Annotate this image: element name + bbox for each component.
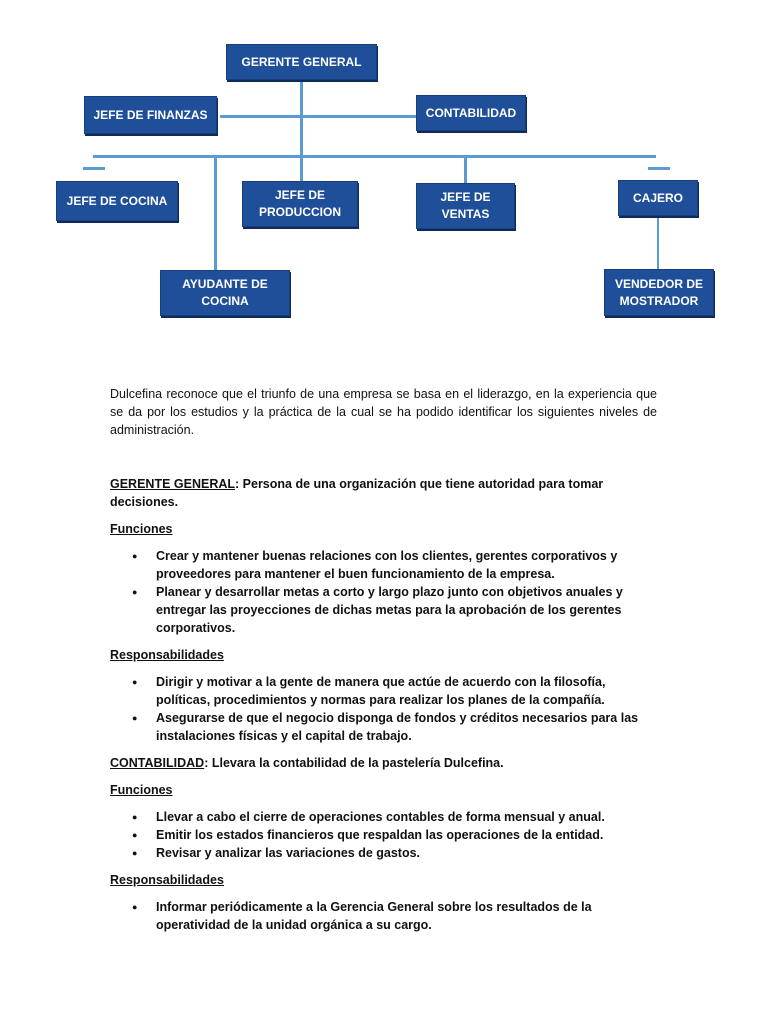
connector-stub-right [648, 167, 670, 170]
box-label: CONTABILIDAD [425, 105, 517, 120]
box-jefe-finanzas [84, 96, 217, 134]
contabilidad-funciones-label: Funciones [110, 783, 173, 797]
gerente-funciones-label: Funciones [110, 522, 173, 536]
contabilidad-definition-text: : Llevara la contabilidad de la pastelería Dulcefina. [204, 756, 504, 770]
box-label: VENDEDOR DE MOSTRADOR [614, 276, 703, 308]
box-jefe-cocina [56, 181, 178, 221]
box-gerente-general [226, 44, 377, 80]
box-jefe-ventas [416, 183, 515, 229]
gerente-definition-text: : Persona de una organización que tiene autoridad para tomar decisiones. [110, 477, 604, 509]
box-cajero [618, 180, 698, 216]
connector-horizontal-main [93, 155, 656, 158]
list-item: ● Revisar y analizar las variaciones de gastos. [156, 844, 657, 862]
box-label: JEFE DE PRODUCCION [258, 188, 341, 219]
gerente-responsabilidades-label: Responsabilidades [110, 648, 224, 662]
gerente-responsabilidades-list [110, 673, 657, 745]
list-item: ● Informar periódicamente a la Gerencia General sobre los resultados de la operatividad de la unidad orgánica a su cargo. [156, 898, 657, 934]
box-jefe-produccion [242, 181, 358, 227]
box-label: JEFE DE VENTAS [440, 190, 491, 221]
contabilidad-responsabilidades-list [110, 898, 657, 934]
box-contabilidad [416, 95, 526, 131]
connector-ayudante [214, 157, 217, 271]
contabilidad-definition [110, 754, 657, 772]
list-item: ● Asegurarse de que el negocio disponga de fondos y créditos necesarios para las instalaciones físicas y el capital de trabajo. [156, 709, 657, 745]
gerente-term: GERENTE GENERAL [110, 477, 236, 491]
list-item: ● Crear y mantener buenas relaciones con los clientes, gerentes corporativos y proveedores para mantener el buen funcionamiento de la empresa. [156, 547, 657, 583]
list-item: ● Dirigir y motivar a la gente de manera que actúe de acuerdo con la filosofía, políticas, procedimientos y normas para realizar los planes de la compañía. [156, 673, 657, 709]
document-body [110, 385, 657, 943]
box-label: GERENTE GENERAL [241, 54, 362, 69]
box-label: JEFE DE COCINA [66, 193, 168, 208]
connector-vendedor [657, 217, 659, 269]
intro-paragraph: Dulcefina reconoce que el triunfo de una empresa se basa en el liderazgo, en la experiencia que se da por los estudios y la práctica de la cual se ha podido identificar los siguientes niveles de administración. [110, 387, 657, 437]
contabilidad-responsabilidades-label: Responsabilidades [110, 873, 224, 887]
contabilidad-term: CONTABILIDAD [110, 756, 205, 770]
gerente-definition [110, 475, 657, 511]
list-item: ● Llevar a cabo el cierre de operaciones contables de forma mensual y anual. [156, 808, 657, 826]
contabilidad-funciones-list [110, 808, 657, 862]
box-label: JEFE DE FINANZAS [93, 107, 208, 122]
org-chart [0, 0, 768, 340]
list-item: ● Planear y desarrollar metas a corto y largo plazo junto con objetivos anuales y entregar las proyecciones de dichas metas para la aprobación de los gerentes corporativos. [156, 583, 657, 637]
box-vendedor-mostrador [604, 269, 714, 316]
box-label: CAJERO [632, 190, 683, 205]
connector-finanzas-contabilidad [220, 115, 416, 118]
list-item: ● Emitir los estados financieros que respaldan las operaciones de la entidad. [156, 826, 657, 844]
box-label: AYUDANTE DE COCINA [182, 277, 268, 308]
connector-trunk [300, 80, 303, 182]
connector-stub-left [83, 167, 105, 170]
gerente-funciones-list [110, 547, 657, 637]
box-ayudante-cocina [160, 270, 290, 316]
connector-ventas [464, 157, 467, 183]
